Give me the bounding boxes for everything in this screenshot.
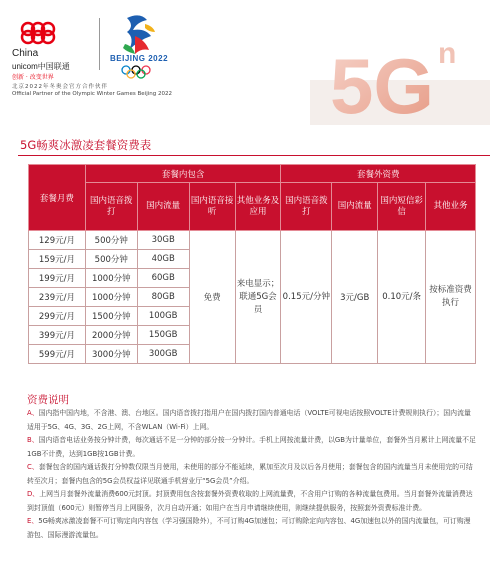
sub-header: 国内语音接听 bbox=[189, 183, 235, 231]
fee-cell: 199元/月 bbox=[29, 269, 86, 288]
voice-cell: 1000分钟 bbox=[85, 288, 137, 307]
voice-cell: 2000分钟 bbox=[85, 326, 137, 345]
fee-cell: 159元/月 bbox=[29, 250, 86, 269]
unicom-slogan: 创新 · 改变世界 bbox=[12, 74, 54, 81]
note-item bbox=[27, 407, 477, 434]
fee-cell: 399元/月 bbox=[29, 326, 86, 345]
notes-list bbox=[27, 407, 477, 542]
unicom-knot-icon bbox=[12, 20, 82, 46]
voice-cell: 3000分钟 bbox=[85, 345, 137, 364]
sub-header: 其他业务 bbox=[426, 183, 476, 231]
sub-header: 其他业务及应用 bbox=[235, 183, 281, 231]
olympic-rings-icon bbox=[118, 64, 168, 76]
partner-text-cn: 北京2022年冬奥会官方合作伙伴 bbox=[12, 84, 108, 90]
sub-header: 国内短信彩信 bbox=[378, 183, 426, 231]
sub-header: 国内语音拨打 bbox=[281, 183, 332, 231]
note-text: 上网当月套餐外流量消费600元封顶。封顶费用包含按套餐外资费收取的上网流量费，不含用户订购的各种流量包费用。当月套餐外流量消费达到封顶值（600元）则暂停当月上网服务，次月自动开通；如用户在当月申请继续使用，则继续提供服务，按照套外资费标准计费。 bbox=[27, 490, 473, 512]
col-header-month-fee: 套餐月费 bbox=[29, 165, 86, 231]
fee-cell: 129元/月 bbox=[29, 231, 86, 250]
voice-cell: 1500分钟 bbox=[85, 307, 137, 326]
data-cell: 60GB bbox=[137, 269, 189, 288]
data-cell: 40GB bbox=[137, 250, 189, 269]
note-text: 套餐包含的国内通话拨打分钟数仅限当月使用，未使用的部分不能延续，累加至次月及以后各月使用；套餐包含的国内流量当月未使用完的可结转至次月；套餐内包含的5G会员权益详见联通手机营业厅“5G会员”介绍。 bbox=[27, 463, 473, 485]
data-cell: 30GB bbox=[137, 231, 189, 250]
data-cell: 300GB bbox=[137, 345, 189, 364]
table-row bbox=[29, 231, 476, 250]
sub-header: 国内语音拨打 bbox=[85, 183, 137, 231]
voice-cell: 500分钟 bbox=[85, 231, 137, 250]
fee-cell: 239元/月 bbox=[29, 288, 86, 307]
note-text: 国内语音电话业务按分钟计费，每次通话不足一分钟的部分按一分钟计。手机上网按流量计费，以GB为计量单位，套餐外当月累计上网流量不足1GB不计费，达到1GB按1GB计费。 bbox=[27, 436, 476, 458]
note-text: 5G畅爽冰激凌套餐不可订购定向内容包（学习强国除外），不可订购4G加速包；可订购除定向内容包、4G加速包以外的国内流量包，可订购漫游包、国际漫游流量包。 bbox=[27, 517, 471, 539]
note-text: 国内指中国内地，不含港、澳、台地区。国内语音拨打指用户在国内拨打国内普通电话（VOLTE可视电话按照VOLTE计费规则执行）；国内流量适用于5G、4G、3G、2G上网，不含WLAN（Wi-Fi）上网。 bbox=[27, 409, 471, 431]
voice-cell: 500分钟 bbox=[85, 250, 137, 269]
note-item bbox=[27, 434, 477, 461]
out-voice-cell: 0.15元/分钟 bbox=[281, 231, 332, 364]
unicom-brand-cn: China bbox=[12, 48, 39, 59]
beijing-2022-wordmark: BEIJING 2022 bbox=[110, 54, 169, 63]
sub-header: 国内流量 bbox=[332, 183, 378, 231]
5g-hero-text: 5G bbox=[330, 42, 435, 130]
out-other-cell: 按标准资费执行 bbox=[426, 231, 476, 364]
logo-divider bbox=[99, 18, 100, 70]
group-header-included: 套餐内包含 bbox=[85, 165, 281, 183]
fee-cell: 299元/月 bbox=[29, 307, 86, 326]
page-title: 5G畅爽冰激凌套餐资费表 bbox=[20, 138, 152, 152]
data-cell: 150GB bbox=[137, 326, 189, 345]
fee-cell: 599元/月 bbox=[29, 345, 86, 364]
5g-hero-sup: n bbox=[438, 37, 457, 70]
note-marker: B、 bbox=[27, 436, 39, 444]
out-sms-cell: 0.10元/条 bbox=[378, 231, 426, 364]
out-data-cell: 3元/GB bbox=[332, 231, 378, 364]
note-marker: E、 bbox=[27, 517, 39, 525]
notes-title: 资费说明 bbox=[27, 394, 69, 406]
group-header-extra: 套餐外资费 bbox=[281, 165, 476, 183]
fee-table bbox=[28, 164, 476, 364]
voice-cell: 1000分钟 bbox=[85, 269, 137, 288]
header-banner bbox=[0, 0, 500, 130]
partner-text-en: Official Partner of the Olympic Winter Games Beijing 2022 bbox=[12, 91, 172, 97]
note-item bbox=[27, 488, 477, 515]
china-unicom-logo bbox=[12, 20, 92, 81]
title-divider bbox=[18, 155, 490, 156]
note-marker: A、 bbox=[27, 409, 39, 417]
note-marker: C、 bbox=[27, 463, 39, 471]
other-apps-cell: 来电显示；联通5G会员 bbox=[235, 231, 281, 364]
data-cell: 100GB bbox=[137, 307, 189, 326]
note-marker: D、 bbox=[27, 490, 40, 498]
note-item bbox=[27, 515, 477, 542]
note-item bbox=[27, 461, 477, 488]
unicom-brand-en: unicom中国联通 bbox=[12, 62, 70, 71]
5g-hero-graphic bbox=[310, 25, 490, 135]
data-cell: 80GB bbox=[137, 288, 189, 307]
answer-cell: 免费 bbox=[189, 231, 235, 364]
sub-header: 国内流量 bbox=[137, 183, 189, 231]
